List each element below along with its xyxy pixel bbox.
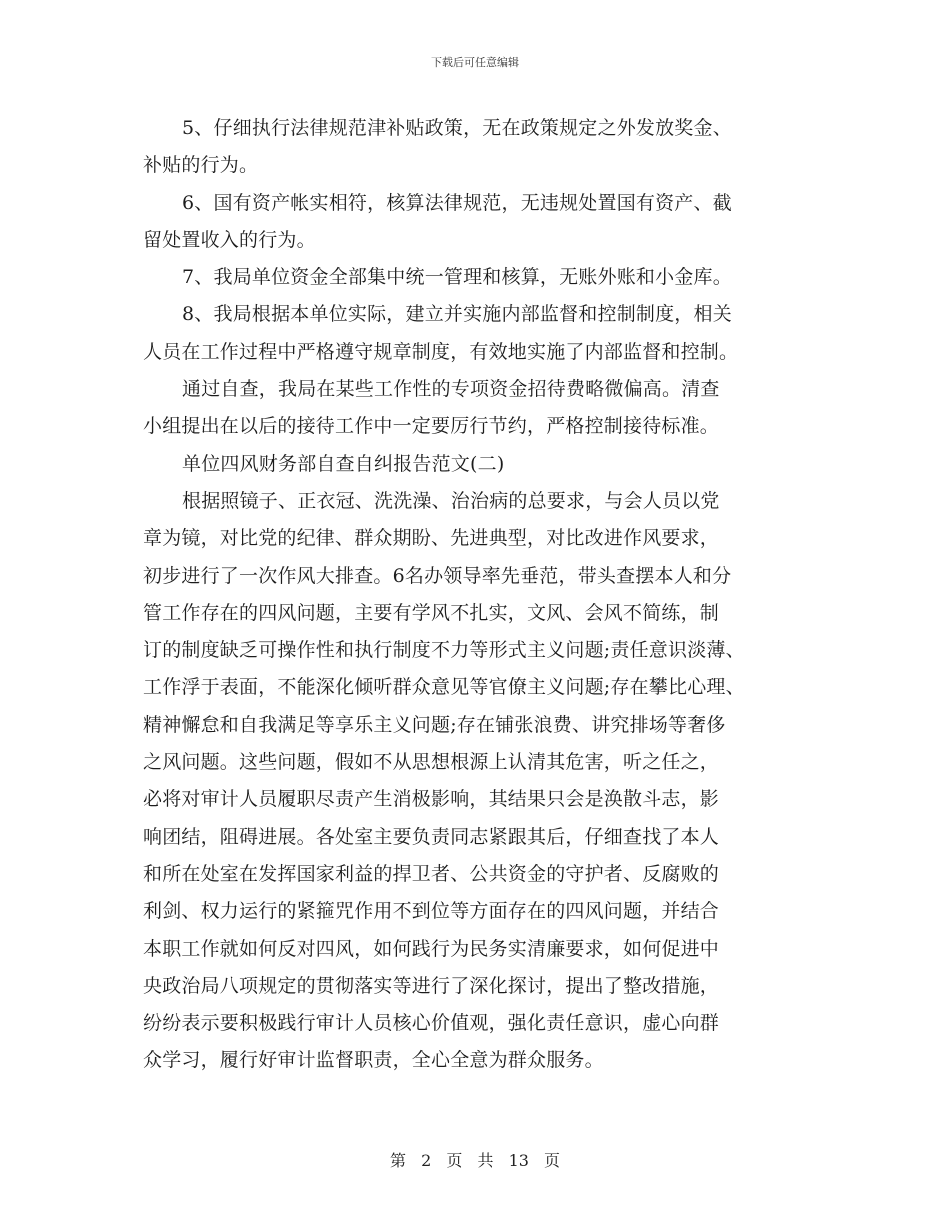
- body-line: 利剑、权力运行的紧箍咒作用不到位等方面存在的四风问题，并结合: [143, 900, 720, 923]
- body-line: 7、我局单位资金全部集中统一管理和核算，无账外账和小金库。: [182, 266, 732, 289]
- body-line: 本职工作就如何反对四风，如何践行为民务实清廉要求，如何促进中: [143, 937, 720, 960]
- body-line: 章为镜，对比党的纪律、群众期盼、先进典型，对比改进作风要求，: [143, 527, 720, 550]
- body-line: 初步进行了一次作风大排查。6名办领导率先垂范，带头查摆本人和分: [143, 564, 732, 587]
- body-line: 精神懈怠和自我满足等享乐主义问题;存在铺张浪费、讲究排场等奢侈: [143, 713, 726, 736]
- body-line: 纷纷表示要积极践行审计人员核心价值观，强化责任意识，虚心向群: [143, 1012, 720, 1035]
- body-line: 工作浮于表面，不能深化倾听群众意见等官僚主义问题;存在攀比心理、: [143, 676, 745, 699]
- body-line: 人员在工作过程中严格遵守规章制度，有效地实施了内部监督和控制。: [143, 340, 739, 363]
- page-footer: [0, 1148, 950, 1171]
- body-line: 留处置收入的行为。: [143, 228, 316, 251]
- document-body: [143, 110, 843, 1080]
- body-line: 订的制度缺乏可操作性和执行制度不力等形式主义问题;责任意识淡薄、: [143, 639, 745, 662]
- body-line: 众学习，履行好审计监督职责，全心全意为群众服务。: [143, 1049, 604, 1072]
- body-line: 8、我局根据本单位实际，建立并实施内部监督和控制制度，相关: [182, 303, 732, 326]
- body-line: 6、国有资产帐实相符，核算法律规范，无违规处置国有资产、截: [182, 191, 732, 214]
- body-line: 必将对审计人员履职尽责产生消极影响，其结果只会是涣散斗志，影: [143, 788, 720, 811]
- footer-prefix: 第: [389, 1151, 406, 1170]
- footer-total-label: 共: [477, 1151, 494, 1170]
- page-number: 2: [421, 1151, 432, 1170]
- body-line: 管工作存在的四风问题，主要有学风不扎实，文风、会风不简练，制: [143, 601, 720, 624]
- body-line: 根据照镜子、正衣冠、洗洗澡、治治病的总要求，与会人员以党: [182, 489, 720, 512]
- body-line: 补贴的行为。: [143, 154, 259, 177]
- body-line: 央政治局八项规定的贯彻落实等进行了深化探讨，提出了整改措施，: [143, 974, 720, 997]
- body-line: 之风问题。这些问题，假如不从思想根源上认清其危害，听之任之，: [143, 751, 720, 774]
- page-header: 下载后可任意编辑: [431, 56, 519, 69]
- footer-suffix: 页: [544, 1151, 561, 1170]
- total-pages: 13: [508, 1151, 529, 1170]
- body-line: 通过自查，我局在某些工作性的专项资金招待费略微偏高。清查: [182, 378, 720, 401]
- body-line: 响团结，阻碍进展。各处室主要负责同志紧跟其后，仔细查找了本人: [143, 825, 720, 848]
- section-heading: 单位四风财务部自查自纠报告范文(二): [182, 452, 505, 475]
- footer-middle: 页: [446, 1151, 463, 1170]
- body-line: 5、仔细执行法律规范津补贴政策，无在政策规定之外发放奖金、: [182, 117, 732, 139]
- body-line: 和所在处室在发挥国家利益的捍卫者、公共资金的守护者、反腐败的: [143, 862, 720, 885]
- body-line: 小组提出在以后的接待工作中一定要厉行节约，严格控制接待标准。: [143, 415, 720, 438]
